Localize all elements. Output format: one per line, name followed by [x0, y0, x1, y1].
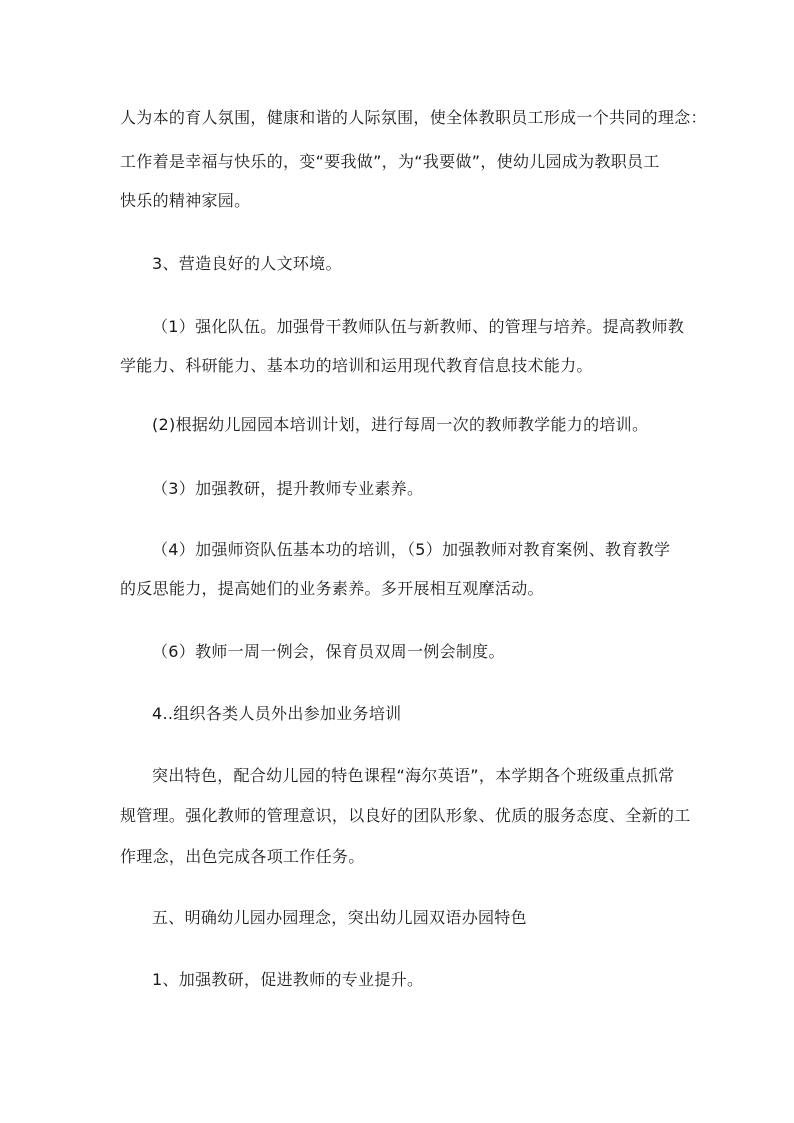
paragraph-line: 突出特色，配合幼儿园的特色课程“海尔英语”，本学期各个班级重点抓常 — [152, 766, 675, 785]
section-heading: 4..组织各类人员外出参加业务培训 — [152, 704, 402, 723]
paragraph-line: (2)根据幼儿园园本培训计划，进行每周一次的教师教学能力的培训。 — [152, 415, 649, 434]
paragraph-line: 人为本的育人氛围，健康和谐的人际氛围，使全体教职员工形成一个共同的理念： — [120, 108, 707, 127]
paragraph-line: 规管理。强化教师的管理意识，以良好的团队形象、优质的服务态度、全新的工 — [120, 806, 691, 825]
paragraph-line: （4）加强师资队伍基本功的培训，（5）加强教师对教育案例、教育教学 — [152, 540, 671, 559]
paragraph-line: 工作着是幸福与快乐的，变“要我做”，为“我要做”，使幼儿园成为教职员工 — [120, 152, 660, 171]
paragraph-line: 1、加强教研，促进教师的专业提升。 — [152, 970, 424, 989]
section-heading: 3、营造良好的人文环境。 — [152, 254, 342, 273]
paragraph-line: 学能力、科研能力、基本功的培训和运用现代教育信息技术能力。 — [120, 356, 593, 375]
paragraph-line: 作理念，出色完成各项工作任务。 — [120, 847, 365, 866]
section-heading: 五、明确幼儿园办园理念，突出幼儿园双语办园特色 — [152, 908, 527, 927]
paragraph-line: （1）强化队伍。加强骨干教师队伍与新教师、的管理与培养。提高教师教 — [152, 317, 685, 336]
paragraph-line: 的反思能力，提高她们的业务素养。多开展相互观摩活动。 — [120, 579, 544, 598]
paragraph-line: （3）加强教研，提升教师专业素养。 — [152, 479, 424, 498]
paragraph-line: （6）教师一周一例会，保育员双周一例会制度。 — [152, 642, 505, 661]
paragraph-line: 快乐的精神家园。 — [120, 191, 251, 210]
